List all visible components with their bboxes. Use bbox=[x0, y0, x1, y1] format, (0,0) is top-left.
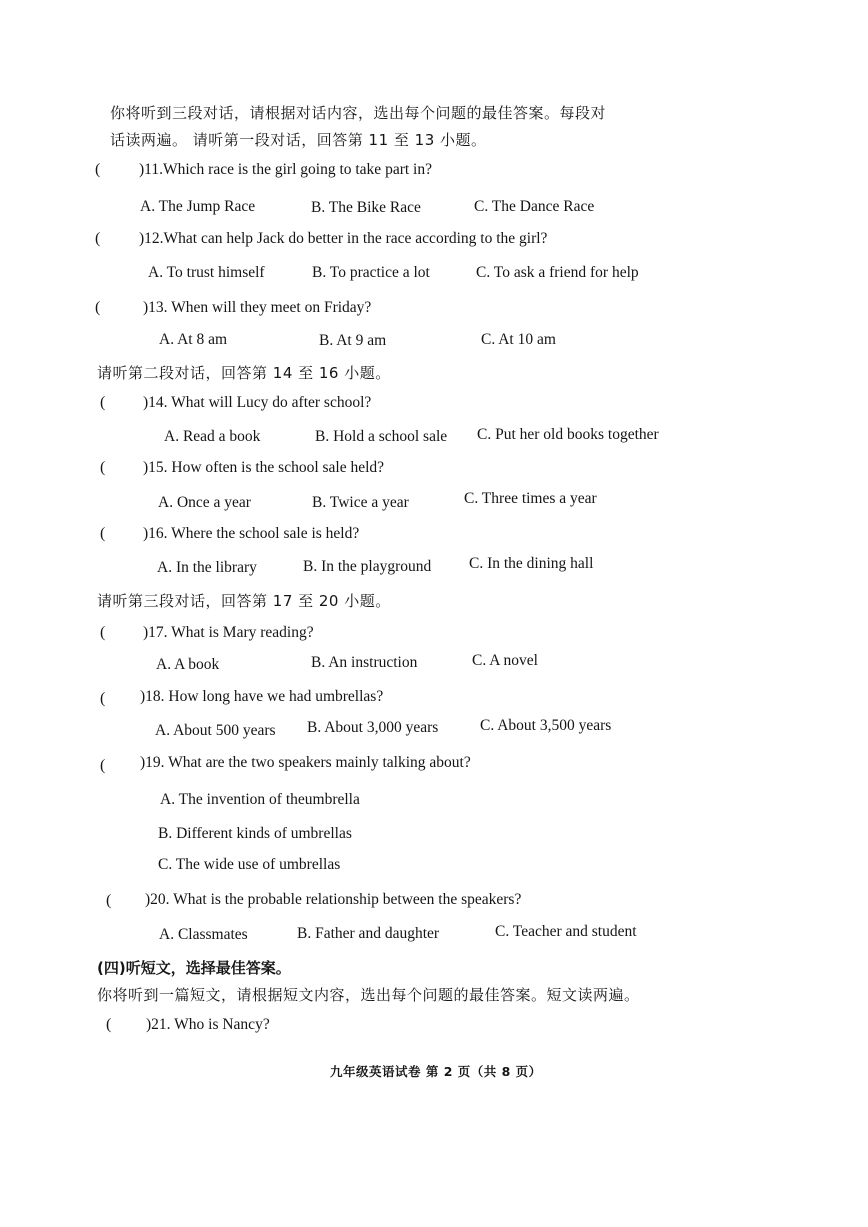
section-3-instruction: 请听第三段对话，回答第 17 至 20 小题。 bbox=[97, 592, 391, 610]
answer-bracket-open[interactable]: ( bbox=[95, 230, 101, 247]
q13-option-b: B. At 9 am bbox=[319, 332, 387, 349]
q12-option-a: A. To trust himself bbox=[148, 264, 265, 281]
q17-option-a: A. A book bbox=[156, 656, 220, 673]
q20-option-b: B. Father and daughter bbox=[297, 925, 440, 942]
answer-bracket-open[interactable]: ( bbox=[100, 394, 106, 411]
q14-option-b: B. Hold a school sale bbox=[315, 428, 448, 445]
q14-option-a: A. Read a book bbox=[164, 428, 261, 445]
answer-bracket-open[interactable]: ( bbox=[100, 459, 106, 476]
q16-option-a: A. In the library bbox=[157, 559, 257, 576]
q13-option-c: C. At 10 am bbox=[481, 331, 556, 348]
q18-option-a: A. About 500 years bbox=[155, 722, 276, 739]
question-16: )16. Where the school sale is held? bbox=[143, 525, 360, 542]
q16-option-c: C. In the dining hall bbox=[469, 555, 594, 572]
part-4-title: (四)听短文，选择最佳答案。 bbox=[97, 959, 291, 977]
answer-bracket-open[interactable]: ( bbox=[95, 299, 101, 316]
q11-option-b: B. The Bike Race bbox=[311, 199, 421, 216]
q15-option-a: A. Once a year bbox=[158, 494, 251, 511]
answer-bracket-open[interactable]: ( bbox=[100, 690, 106, 707]
q20-option-a: A. Classmates bbox=[159, 926, 248, 943]
answer-bracket-open[interactable]: ( bbox=[100, 624, 106, 641]
intro-line-2: 话读两遍。 请听第一段对话，回答第 11 至 13 小题。 bbox=[110, 131, 487, 149]
q11-option-a: A. The Jump Race bbox=[140, 198, 256, 215]
answer-bracket-open[interactable]: ( bbox=[100, 757, 106, 774]
q15-option-c: C. Three times a year bbox=[464, 490, 597, 507]
question-17: )17. What is Mary reading? bbox=[143, 624, 314, 641]
section-2-instruction: 请听第二段对话，回答第 14 至 16 小题。 bbox=[97, 364, 391, 382]
question-18: )18. How long have we had umbrellas? bbox=[140, 688, 384, 705]
answer-bracket-open[interactable]: ( bbox=[106, 1016, 112, 1033]
question-14: )14. What will Lucy do after school? bbox=[143, 394, 372, 411]
q14-option-c: C. Put her old books together bbox=[477, 426, 659, 443]
q19-option-c: C. The wide use of umbrellas bbox=[158, 856, 341, 873]
question-11: )11.Which race is the girl going to take part in? bbox=[139, 161, 432, 178]
question-21: )21. Who is Nancy? bbox=[146, 1016, 270, 1033]
question-13: )13. When will they meet on Friday? bbox=[143, 299, 372, 316]
question-19: )19. What are the two speakers mainly talking about? bbox=[140, 754, 471, 771]
q20-option-c: C. Teacher and student bbox=[495, 923, 637, 940]
question-15: )15. How often is the school sale held? bbox=[143, 459, 385, 476]
q15-option-b: B. Twice a year bbox=[312, 494, 409, 511]
q19-option-a: A. The invention of theumbrella bbox=[160, 791, 360, 808]
q17-option-b: B. An instruction bbox=[311, 654, 418, 671]
q11-option-c: C. The Dance Race bbox=[474, 198, 595, 215]
q13-option-a: A. At 8 am bbox=[159, 331, 228, 348]
q16-option-b: B. In the playground bbox=[303, 558, 432, 575]
question-20: )20. What is the probable relationship between the speakers? bbox=[145, 891, 522, 908]
answer-bracket-open[interactable]: ( bbox=[100, 525, 106, 542]
answer-bracket-open[interactable]: ( bbox=[106, 892, 112, 909]
q17-option-c: C. A novel bbox=[472, 652, 538, 669]
answer-bracket-open[interactable]: ( bbox=[95, 161, 101, 178]
question-12: )12.What can help Jack do better in the race according to the girl? bbox=[139, 230, 548, 247]
q12-option-c: C. To ask a friend for help bbox=[476, 264, 639, 281]
part-4-instruction: 你将听到一篇短文，请根据短文内容，选出每个问题的最佳答案。短文读两遍。 bbox=[97, 986, 640, 1004]
q12-option-b: B. To practice a lot bbox=[312, 264, 430, 281]
q19-option-b: B. Different kinds of umbrellas bbox=[158, 825, 352, 842]
intro-line-1: 你将听到三段对话，请根据对话内容，选出每个问题的最佳答案。每段对 bbox=[110, 104, 607, 122]
q18-option-c: C. About 3,500 years bbox=[480, 717, 612, 734]
q18-option-b: B. About 3,000 years bbox=[307, 719, 439, 736]
page-footer: 九年级英语试卷 第 2 页（共 8 页） bbox=[330, 1064, 542, 1079]
